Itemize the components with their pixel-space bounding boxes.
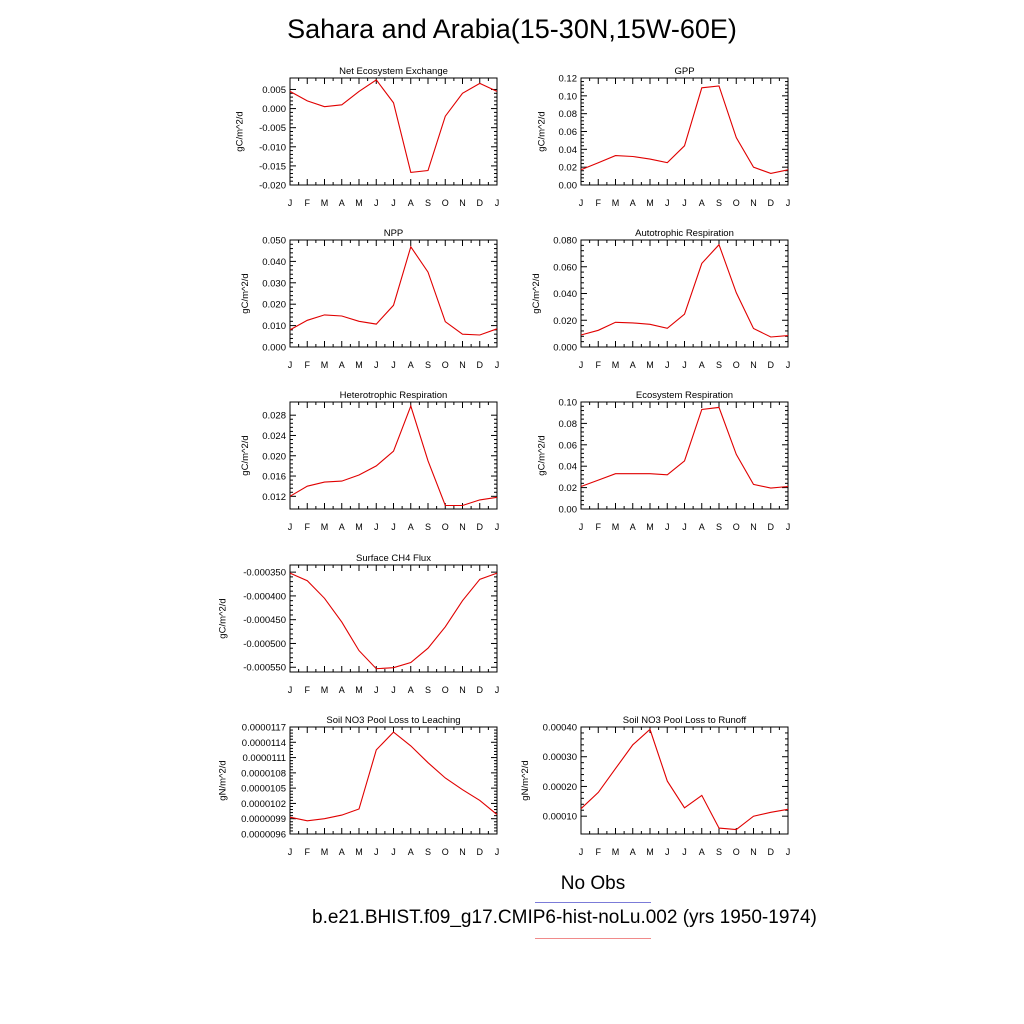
x-tick-label: O <box>732 522 740 532</box>
x-tick-label: J <box>391 522 396 532</box>
y-tick-label: 0.12 <box>558 73 577 85</box>
y-tick-label: -0.000350 <box>243 567 286 579</box>
chart-panel-2 <box>537 66 791 208</box>
y-tick-label: -0.020 <box>259 180 286 192</box>
y-tick-label: 0.024 <box>262 430 286 442</box>
x-tick-label: M <box>320 360 329 370</box>
y-tick-label: 0.08 <box>558 109 577 121</box>
y-tick-label: 0.10 <box>558 397 577 409</box>
x-tick-label: S <box>424 360 432 370</box>
chart-panel-5 <box>240 390 499 532</box>
y-tick-label: 0.030 <box>262 278 286 290</box>
x-tick-label: J <box>682 522 687 532</box>
x-tick-label: O <box>732 198 740 208</box>
x-tick-label: M <box>355 360 363 370</box>
x-tick-label: A <box>629 522 636 532</box>
chart-panel-4 <box>531 228 790 370</box>
x-tick-label: J <box>785 522 791 532</box>
x-tick-label: A <box>698 360 705 370</box>
x-tick-label: F <box>304 198 310 208</box>
y-tick-label: 0.00020 <box>542 781 577 793</box>
x-tick-label: N <box>459 198 466 208</box>
y-axis-label: gC/m^2/d <box>240 273 251 314</box>
x-tick-label: A <box>629 360 636 370</box>
x-tick-label: J <box>494 198 500 208</box>
x-tick-label: S <box>715 360 723 370</box>
x-tick-label: A <box>698 847 705 857</box>
y-tick-label: 0.0000099 <box>241 814 286 826</box>
y-tick-label: 0.0000114 <box>241 737 286 749</box>
x-tick-label: J <box>665 522 670 532</box>
panel-title: Heterotrophic Respiration <box>339 390 448 401</box>
y-tick-label: 0.016 <box>262 471 286 483</box>
x-tick-label: S <box>424 685 432 695</box>
y-tick-label: 0.020 <box>262 299 286 311</box>
chart-panel-9 <box>520 715 790 857</box>
y-axis-label: gC/m^2/d <box>536 435 548 476</box>
x-tick-label: F <box>304 685 310 695</box>
y-tick-label: 0.04 <box>558 461 577 473</box>
x-tick-label: O <box>441 847 449 857</box>
x-tick-label: N <box>750 360 757 370</box>
legend-model-label: b.e21.BHIST.f09_g17.CMIP6-hist-noLu.002 (yrs 1950-1974) <box>312 907 817 928</box>
x-tick-label: J <box>494 685 500 695</box>
y-tick-label: -0.005 <box>259 123 286 135</box>
x-tick-label: J <box>785 360 791 370</box>
x-tick-label: S <box>424 847 432 857</box>
y-tick-label: 0.040 <box>553 289 577 300</box>
y-tick-label: 0.02 <box>558 162 577 174</box>
plot-frame <box>290 565 497 672</box>
plot-frame <box>290 240 497 347</box>
x-tick-label: N <box>750 198 757 208</box>
plot-frame <box>581 727 788 834</box>
y-tick-label: 0.06 <box>558 440 577 452</box>
x-tick-label: M <box>355 847 363 857</box>
series-line <box>290 247 497 335</box>
x-tick-label: M <box>611 847 620 857</box>
x-tick-label: F <box>595 198 601 208</box>
x-tick-label: J <box>287 198 293 208</box>
x-tick-label: J <box>578 360 584 370</box>
y-axis-label: gC/m^2/d <box>240 435 251 476</box>
x-tick-label: A <box>629 198 636 208</box>
x-tick-label: M <box>320 685 329 695</box>
y-tick-label: 0.020 <box>262 451 286 463</box>
y-tick-label: 0.005 <box>262 84 286 96</box>
x-tick-label: A <box>407 360 414 370</box>
x-tick-label: M <box>355 685 363 695</box>
x-tick-label: D <box>767 360 774 370</box>
x-tick-label: M <box>320 198 329 208</box>
x-tick-label: S <box>424 522 432 532</box>
x-tick-label: J <box>665 847 670 857</box>
y-axis-label: gC/m^2/d <box>234 111 246 152</box>
panel-title: Ecosystem Respiration <box>635 390 734 401</box>
plot-frame <box>581 402 788 509</box>
legend-model-line <box>535 938 651 939</box>
x-tick-label: O <box>441 685 449 695</box>
chart-panel-6 <box>537 390 791 532</box>
x-tick-label: F <box>595 847 601 857</box>
plot-frame <box>290 78 497 185</box>
y-tick-label: 0.04 <box>558 144 577 156</box>
y-axis-label: gC/m^2/d <box>531 273 542 314</box>
x-tick-label: F <box>595 360 601 370</box>
x-tick-label: M <box>646 847 654 857</box>
panel-title: Soil NO3 Pool Loss to Leaching <box>326 715 461 726</box>
x-tick-label: D <box>476 360 483 370</box>
plot-frame <box>581 240 788 347</box>
series-line <box>581 86 788 173</box>
panel-title: GPP <box>674 66 695 77</box>
y-tick-label: 0.00010 <box>542 811 577 823</box>
x-tick-label: O <box>441 198 449 208</box>
y-tick-label: 0.06 <box>558 127 577 138</box>
x-tick-label: M <box>320 847 329 857</box>
panel-title: NPP <box>383 228 404 239</box>
x-tick-label: M <box>646 522 654 532</box>
x-tick-label: M <box>355 522 363 532</box>
x-tick-label: J <box>287 685 293 695</box>
x-tick-label: J <box>682 198 687 208</box>
x-tick-label: O <box>732 360 740 370</box>
x-tick-label: A <box>407 685 414 695</box>
y-tick-label: 0.0000096 <box>241 829 286 841</box>
y-tick-label: 0.0000108 <box>241 768 286 780</box>
x-tick-label: J <box>287 522 293 532</box>
figure-title: Sahara and Arabia(15-30N,15W-60E) <box>287 14 737 44</box>
y-tick-label: 0.10 <box>558 91 577 103</box>
panel-title: Autotrophic Respiration <box>635 228 734 239</box>
x-tick-label: N <box>459 847 466 857</box>
panel-title: Net Ecosystem Exchange <box>339 66 448 77</box>
series-line <box>581 729 788 829</box>
y-tick-label: -0.000400 <box>243 591 286 603</box>
y-tick-label: 0.0000105 <box>241 783 286 795</box>
y-axis-label: gN/m^2/d <box>519 760 531 801</box>
x-tick-label: M <box>646 198 654 208</box>
x-tick-label: J <box>287 360 293 370</box>
x-tick-label: A <box>338 685 345 695</box>
panel-title: Surface CH4 Flux <box>356 553 431 564</box>
x-tick-label: N <box>459 685 466 695</box>
x-tick-label: A <box>338 847 345 857</box>
x-tick-label: D <box>476 522 483 532</box>
x-tick-label: J <box>785 847 791 857</box>
x-tick-label: F <box>304 847 310 857</box>
x-tick-label: M <box>355 198 363 208</box>
x-tick-label: M <box>611 522 620 532</box>
x-tick-label: J <box>578 522 584 532</box>
x-tick-label: A <box>407 847 414 857</box>
x-tick-label: D <box>767 522 774 532</box>
x-tick-label: D <box>476 198 483 208</box>
x-tick-label: A <box>698 522 705 532</box>
x-tick-label: D <box>476 847 483 857</box>
x-tick-label: J <box>391 685 396 695</box>
x-tick-label: D <box>767 198 774 208</box>
x-tick-label: A <box>407 198 414 208</box>
x-tick-label: J <box>494 847 500 857</box>
y-tick-label: 0.020 <box>553 315 577 327</box>
panel-title: Soil NO3 Pool Loss to Runoff <box>622 715 747 726</box>
y-axis-label: gC/m^2/d <box>536 111 548 152</box>
x-tick-label: A <box>698 198 705 208</box>
x-tick-label: A <box>338 360 345 370</box>
x-tick-label: M <box>320 522 329 532</box>
plot-frame <box>290 727 497 834</box>
y-tick-label: 0.050 <box>262 235 286 247</box>
x-tick-label: J <box>682 847 687 857</box>
x-tick-label: J <box>374 360 379 370</box>
y-tick-label: 0.012 <box>262 491 286 503</box>
x-tick-label: J <box>578 847 584 857</box>
y-tick-label: 0.08 <box>558 418 577 430</box>
chart-panel-8 <box>218 715 500 857</box>
y-tick-label: 0.00 <box>558 504 577 516</box>
y-tick-label: 0.02 <box>558 483 577 495</box>
y-tick-label: 0.010 <box>262 321 286 333</box>
legend-obs-label: No Obs <box>560 873 626 894</box>
x-tick-label: O <box>441 522 449 532</box>
x-tick-label: S <box>715 198 723 208</box>
y-tick-label: 0.00030 <box>542 752 577 764</box>
x-tick-label: A <box>338 198 345 208</box>
y-tick-label: 0.040 <box>262 256 286 268</box>
x-tick-label: D <box>476 685 483 695</box>
chart-panel-1 <box>234 66 499 208</box>
y-tick-label: -0.000450 <box>243 615 286 627</box>
x-tick-label: N <box>459 360 466 370</box>
x-tick-label: F <box>595 522 601 532</box>
x-tick-label: S <box>715 522 723 532</box>
y-tick-label: -0.000550 <box>243 662 286 674</box>
plot-frame <box>290 402 497 509</box>
x-tick-label: J <box>494 360 500 370</box>
x-tick-label: A <box>338 522 345 532</box>
x-tick-label: J <box>374 198 379 208</box>
x-tick-label: F <box>304 360 310 370</box>
y-tick-label: 0.00040 <box>542 722 577 734</box>
series-line <box>290 732 497 821</box>
x-tick-label: N <box>459 522 466 532</box>
y-tick-label: 0.0000111 <box>242 753 286 765</box>
x-tick-label: N <box>750 847 757 857</box>
y-axis-label: gN/m^2/d <box>217 760 229 801</box>
x-tick-label: S <box>424 198 432 208</box>
x-tick-label: F <box>304 522 310 532</box>
x-tick-label: J <box>374 522 379 532</box>
x-tick-label: J <box>374 685 379 695</box>
y-tick-label: -0.000500 <box>243 638 286 650</box>
y-tick-label: 0.060 <box>553 262 577 274</box>
y-tick-label: 0.028 <box>262 410 286 422</box>
x-tick-label: J <box>494 522 500 532</box>
x-tick-label: M <box>611 360 620 370</box>
x-tick-label: S <box>715 847 723 857</box>
x-tick-label: J <box>391 198 396 208</box>
x-tick-label: J <box>391 360 396 370</box>
y-tick-label: -0.010 <box>259 142 286 154</box>
x-tick-label: J <box>665 198 670 208</box>
x-tick-label: J <box>682 360 687 370</box>
x-tick-label: N <box>750 522 757 532</box>
chart-panel-7 <box>218 553 500 695</box>
y-tick-label: 0.0000102 <box>241 798 286 810</box>
series-line <box>290 406 497 505</box>
x-tick-label: A <box>407 522 414 532</box>
y-tick-label: 0.080 <box>553 235 577 247</box>
x-tick-label: J <box>374 847 379 857</box>
x-tick-label: J <box>391 847 396 857</box>
x-tick-label: J <box>665 360 670 370</box>
x-tick-label: J <box>785 198 791 208</box>
y-tick-label: 0.0000117 <box>241 722 286 734</box>
x-tick-label: M <box>646 360 654 370</box>
x-tick-label: M <box>611 198 620 208</box>
y-axis-label: gC/m^2/d <box>217 598 229 639</box>
chart-panel-3 <box>240 228 499 370</box>
legend-obs-line <box>535 902 651 903</box>
x-tick-label: O <box>441 360 449 370</box>
series-line <box>581 245 788 337</box>
x-tick-label: O <box>732 847 740 857</box>
y-tick-label: 0.00 <box>558 180 577 192</box>
y-tick-label: 0.000 <box>262 104 286 116</box>
y-tick-label: 0.000 <box>553 342 577 354</box>
y-tick-label: 0.000 <box>262 342 286 354</box>
y-tick-label: -0.015 <box>259 161 286 173</box>
series-line <box>290 573 497 669</box>
x-tick-label: D <box>767 847 774 857</box>
x-tick-label: J <box>287 847 293 857</box>
series-line <box>290 80 497 172</box>
series-line <box>581 407 788 488</box>
x-tick-label: J <box>578 198 584 208</box>
x-tick-label: A <box>629 847 636 857</box>
